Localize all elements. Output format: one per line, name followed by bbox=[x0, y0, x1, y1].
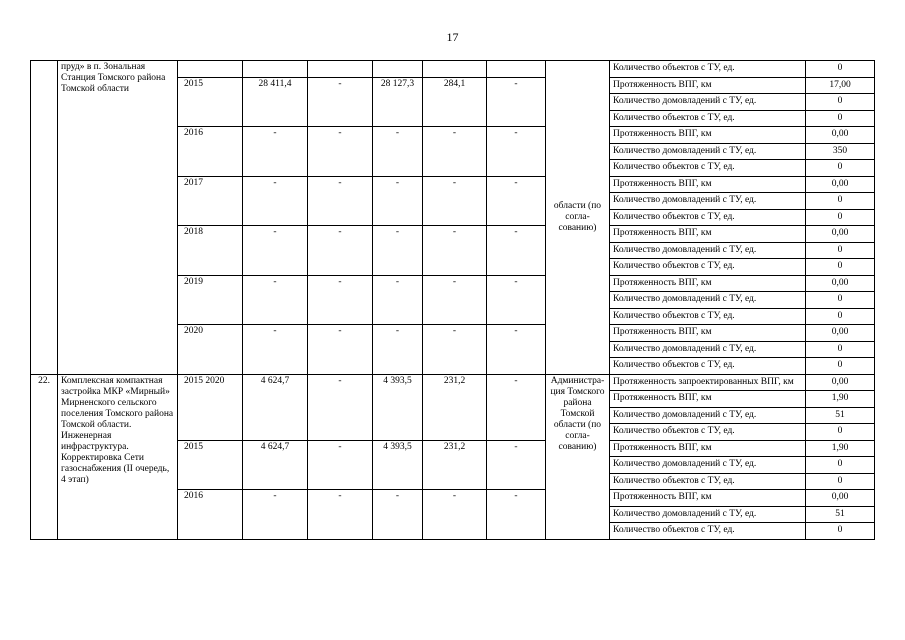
indicator-name: Протяженность ВПГ, км bbox=[610, 226, 806, 243]
indicator-value: 0,00 bbox=[806, 325, 875, 342]
cell-total: - bbox=[243, 325, 308, 375]
indicator-name: Количество объектов с ТУ, ед. bbox=[610, 473, 806, 490]
indicator-name: Протяженность ВПГ, км bbox=[610, 77, 806, 94]
cell-total: 28 411,4 bbox=[243, 77, 308, 127]
cell-federal: - bbox=[308, 127, 373, 177]
cell-year bbox=[178, 61, 243, 78]
indicator-value: 0 bbox=[806, 308, 875, 325]
cell-total: - bbox=[243, 176, 308, 226]
cell-federal: - bbox=[308, 440, 373, 490]
indicator-name: Количество домовладений с ТУ, ед. bbox=[610, 407, 806, 424]
object-name: пруд» в п. Зональная Станция Томского района Томской области bbox=[58, 61, 178, 375]
indicator-value: 0 bbox=[806, 523, 875, 540]
cell-regional: - bbox=[373, 490, 423, 540]
cell-extra: - bbox=[487, 176, 546, 226]
indicator-name: Количество домовладений с ТУ, ед. bbox=[610, 292, 806, 309]
cell-federal: - bbox=[308, 374, 373, 440]
indicator-value: 51 bbox=[806, 407, 875, 424]
indicator-name: Протяженность запроектированных ВПГ, км bbox=[610, 374, 806, 391]
cell-federal: - bbox=[308, 325, 373, 375]
indicator-name: Протяженность ВПГ, км bbox=[610, 490, 806, 507]
cell-local: 231,2 bbox=[423, 374, 487, 440]
cell-local: - bbox=[423, 226, 487, 276]
indicator-name: Количество домовладений с ТУ, ед. bbox=[610, 94, 806, 111]
indicator-name: Количество объектов с ТУ, ед. bbox=[610, 424, 806, 441]
cell-local: 284,1 bbox=[423, 77, 487, 127]
indicator-value: 0,00 bbox=[806, 490, 875, 507]
indicator-value: 0,00 bbox=[806, 374, 875, 391]
table-row bbox=[31, 374, 875, 391]
cell-regional: - bbox=[373, 127, 423, 177]
indicator-value: 0 bbox=[806, 457, 875, 474]
cell-local: - bbox=[423, 325, 487, 375]
cell-extra bbox=[487, 61, 546, 78]
cell-total: 4 624,7 bbox=[243, 440, 308, 490]
cell-regional: - bbox=[373, 275, 423, 325]
indicator-value: 0 bbox=[806, 424, 875, 441]
cell-federal bbox=[308, 61, 373, 78]
indicator-name: Протяженность ВПГ, км bbox=[610, 275, 806, 292]
indicator-name: Протяженность ВПГ, км bbox=[610, 127, 806, 144]
row-number: 22. bbox=[31, 374, 58, 539]
cell-regional: 4 393,5 bbox=[373, 440, 423, 490]
cell-extra: - bbox=[487, 127, 546, 177]
page-number: 17 bbox=[446, 30, 459, 44]
object-name: Комплексная компактная застройка МКР «Мирный» Мирненского сельского поселения Томского района Томской области. Инженерная инфраструктура. Корректировка Сети газоснабжения (II очередь, 4 этап) bbox=[58, 374, 178, 539]
indicator-value: 51 bbox=[806, 506, 875, 523]
cell-local: - bbox=[423, 176, 487, 226]
cell-local: - bbox=[423, 127, 487, 177]
cell-local: 231,2 bbox=[423, 440, 487, 490]
cell-regional: 4 393,5 bbox=[373, 374, 423, 440]
indicator-name: Количество объектов с ТУ, ед. bbox=[610, 308, 806, 325]
indicator-value: 0 bbox=[806, 341, 875, 358]
cell-year: 2017 bbox=[178, 176, 243, 226]
indicator-name: Количество объектов с ТУ, ед. bbox=[610, 110, 806, 127]
indicator-value: 0,00 bbox=[806, 127, 875, 144]
indicator-name: Протяженность ВПГ, км bbox=[610, 440, 806, 457]
cell-extra: - bbox=[487, 275, 546, 325]
cell-extra: - bbox=[487, 374, 546, 440]
indicator-name: Протяженность ВПГ, км bbox=[610, 325, 806, 342]
indicator-name: Протяженность ВПГ, км bbox=[610, 391, 806, 408]
cell-year: 2016 bbox=[178, 490, 243, 540]
indicator-value: 0 bbox=[806, 242, 875, 259]
cell-year: 2015 bbox=[178, 77, 243, 127]
cell-extra: - bbox=[487, 490, 546, 540]
cell-year: 2016 bbox=[178, 127, 243, 177]
cell-total: - bbox=[243, 275, 308, 325]
indicator-value: 1,90 bbox=[806, 440, 875, 457]
cell-regional: - bbox=[373, 226, 423, 276]
cell-total: - bbox=[243, 490, 308, 540]
executor: Администра-ция Томского района Томской области (по согла-сованию) bbox=[546, 374, 610, 539]
row-number-cell bbox=[31, 61, 58, 375]
indicator-value: 0,00 bbox=[806, 226, 875, 243]
cell-extra: - bbox=[487, 440, 546, 490]
indicator-value: 0 bbox=[806, 193, 875, 210]
program-table bbox=[30, 60, 875, 540]
cell-total: 4 624,7 bbox=[243, 374, 308, 440]
indicator-name: Количество объектов с ТУ, ед. bbox=[610, 209, 806, 226]
indicator-name: Количество домовладений с ТУ, ед. bbox=[610, 143, 806, 160]
indicator-name: Количество домовладений с ТУ, ед. bbox=[610, 457, 806, 474]
cell-total: - bbox=[243, 127, 308, 177]
cell-total bbox=[243, 61, 308, 78]
indicator-name: Количество объектов с ТУ, ед. bbox=[610, 259, 806, 276]
indicator-value: 0 bbox=[806, 209, 875, 226]
executor: области (по согла-сованию) bbox=[546, 61, 610, 375]
cell-year: 2020 bbox=[178, 325, 243, 375]
cell-year: 2015 2020 bbox=[178, 374, 243, 440]
indicator-value: 0 bbox=[806, 259, 875, 276]
indicator-value: 0,00 bbox=[806, 176, 875, 193]
indicator-name: Количество домовладений с ТУ, ед. bbox=[610, 193, 806, 210]
indicator-value: 350 bbox=[806, 143, 875, 160]
cell-federal: - bbox=[308, 176, 373, 226]
indicator-name: Количество домовладений с ТУ, ед. bbox=[610, 242, 806, 259]
cell-local: - bbox=[423, 275, 487, 325]
cell-year: 2018 bbox=[178, 226, 243, 276]
cell-extra: - bbox=[487, 226, 546, 276]
indicator-value: 17,00 bbox=[806, 77, 875, 94]
indicator-value: 0 bbox=[806, 61, 875, 78]
cell-regional: - bbox=[373, 325, 423, 375]
indicator-name: Количество объектов с ТУ, ед. bbox=[610, 523, 806, 540]
indicator-value: 0 bbox=[806, 292, 875, 309]
indicator-value: 0 bbox=[806, 358, 875, 375]
cell-federal: - bbox=[308, 275, 373, 325]
cell-extra: - bbox=[487, 325, 546, 375]
table-row bbox=[31, 61, 875, 78]
cell-federal: - bbox=[308, 490, 373, 540]
cell-extra: - bbox=[487, 77, 546, 127]
cell-regional: 28 127,3 bbox=[373, 77, 423, 127]
indicator-value: 1,90 bbox=[806, 391, 875, 408]
indicator-value: 0 bbox=[806, 94, 875, 111]
cell-local: - bbox=[423, 490, 487, 540]
cell-year: 2015 bbox=[178, 440, 243, 490]
indicator-name: Количество объектов с ТУ, ед. bbox=[610, 160, 806, 177]
indicator-name: Количество домовладений с ТУ, ед. bbox=[610, 506, 806, 523]
indicator-name: Количество объектов с ТУ, ед. bbox=[610, 61, 806, 78]
cell-regional bbox=[373, 61, 423, 78]
indicator-name: Количество домовладений с ТУ, ед. bbox=[610, 341, 806, 358]
cell-federal: - bbox=[308, 77, 373, 127]
indicator-value: 0 bbox=[806, 110, 875, 127]
indicator-value: 0,00 bbox=[806, 275, 875, 292]
cell-total: - bbox=[243, 226, 308, 276]
indicator-name: Протяженность ВПГ, км bbox=[610, 176, 806, 193]
cell-year: 2019 bbox=[178, 275, 243, 325]
indicator-value: 0 bbox=[806, 160, 875, 177]
cell-local bbox=[423, 61, 487, 78]
indicator-name: Количество объектов с ТУ, ед. bbox=[610, 358, 806, 375]
cell-regional: - bbox=[373, 176, 423, 226]
indicator-value: 0 bbox=[806, 473, 875, 490]
cell-federal: - bbox=[308, 226, 373, 276]
